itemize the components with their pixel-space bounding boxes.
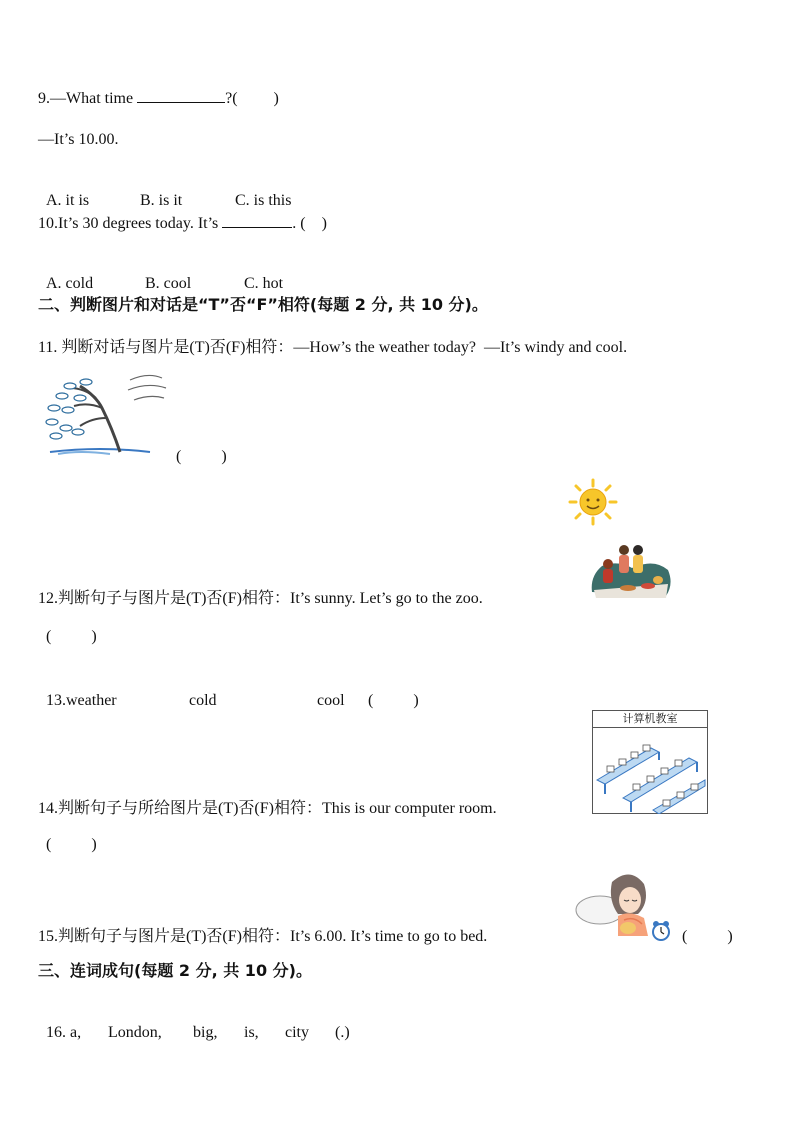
picnic-icon <box>588 540 674 600</box>
q10-blank[interactable] <box>222 213 292 228</box>
windy-tree-icon <box>40 368 170 460</box>
sun-icon <box>566 478 620 526</box>
q13-word-2: cold <box>189 692 217 709</box>
q16-words <box>38 1003 350 1043</box>
q16-word-1: 16. a, <box>46 1024 82 1041</box>
q12-question: 12.判断句子与图片是(T)否(F)相符：It’s sunny. Let’s go to the zoo. <box>38 590 483 607</box>
section-3-title: 三、连词成句(每题 2 分, 共 10 分)。 <box>38 961 312 980</box>
q13-word-1: 13.weather <box>46 692 117 709</box>
q12-answer-paren[interactable]: ( ) <box>46 628 97 645</box>
q9-options <box>38 171 291 211</box>
q13-answer-paren[interactable]: ( ) <box>368 692 419 709</box>
q16-word-4: is, <box>244 1024 259 1041</box>
computer-room-sign: 计算机教室 <box>593 711 707 728</box>
alarm-clock-icon <box>651 920 671 942</box>
q11-question: 11. 判断对话与图片是(T)否(F)相符：—How’s the weather today? —It’s windy and cool. <box>38 339 628 356</box>
q9-blank[interactable] <box>137 88 225 103</box>
q10-option-b[interactable]: B. cool <box>145 275 192 292</box>
q9-answer-line: —It’s 10.00. <box>38 131 119 148</box>
q16-word-5: city <box>285 1024 309 1041</box>
q15-question: 15.判断句子与图片是(T)否(F)相符：It’s 6.00. It’s time to go to bed. <box>38 928 488 945</box>
q11-answer-paren[interactable]: ( ) <box>176 448 227 465</box>
computer-desks-icon <box>593 728 707 814</box>
q14-answer-paren[interactable]: ( ) <box>46 836 97 853</box>
q16-word-2: London, <box>108 1024 162 1041</box>
q9-question: 9.—What time ?( ) <box>38 90 279 107</box>
section-2-title: 二、判断图片和对话是“T”否“F”相符(每题 2 分, 共 10 分)。 <box>38 295 488 314</box>
q13-words <box>38 671 419 711</box>
q10-option-c[interactable]: C. hot <box>244 275 284 292</box>
q10-question: 10.It’s 30 degrees today. It’s . ( ) <box>38 215 327 232</box>
computer-room-icon <box>592 710 708 814</box>
q10-option-a[interactable]: A. cold <box>46 275 94 292</box>
q10-options <box>38 254 283 294</box>
q9-option-b[interactable]: B. is it <box>140 192 183 209</box>
q16-word-6: (.) <box>335 1024 350 1041</box>
q14-question: 14.判断句子与所给图片是(T)否(F)相符：This is our computer room. <box>38 800 497 817</box>
q16-word-3: big, <box>193 1024 218 1041</box>
q15-answer-paren[interactable]: ( ) <box>682 928 733 945</box>
q13-word-3: cool <box>317 692 345 709</box>
q9-option-c[interactable]: C. is this <box>235 192 292 209</box>
q9-option-a[interactable]: A. it is <box>46 192 90 209</box>
